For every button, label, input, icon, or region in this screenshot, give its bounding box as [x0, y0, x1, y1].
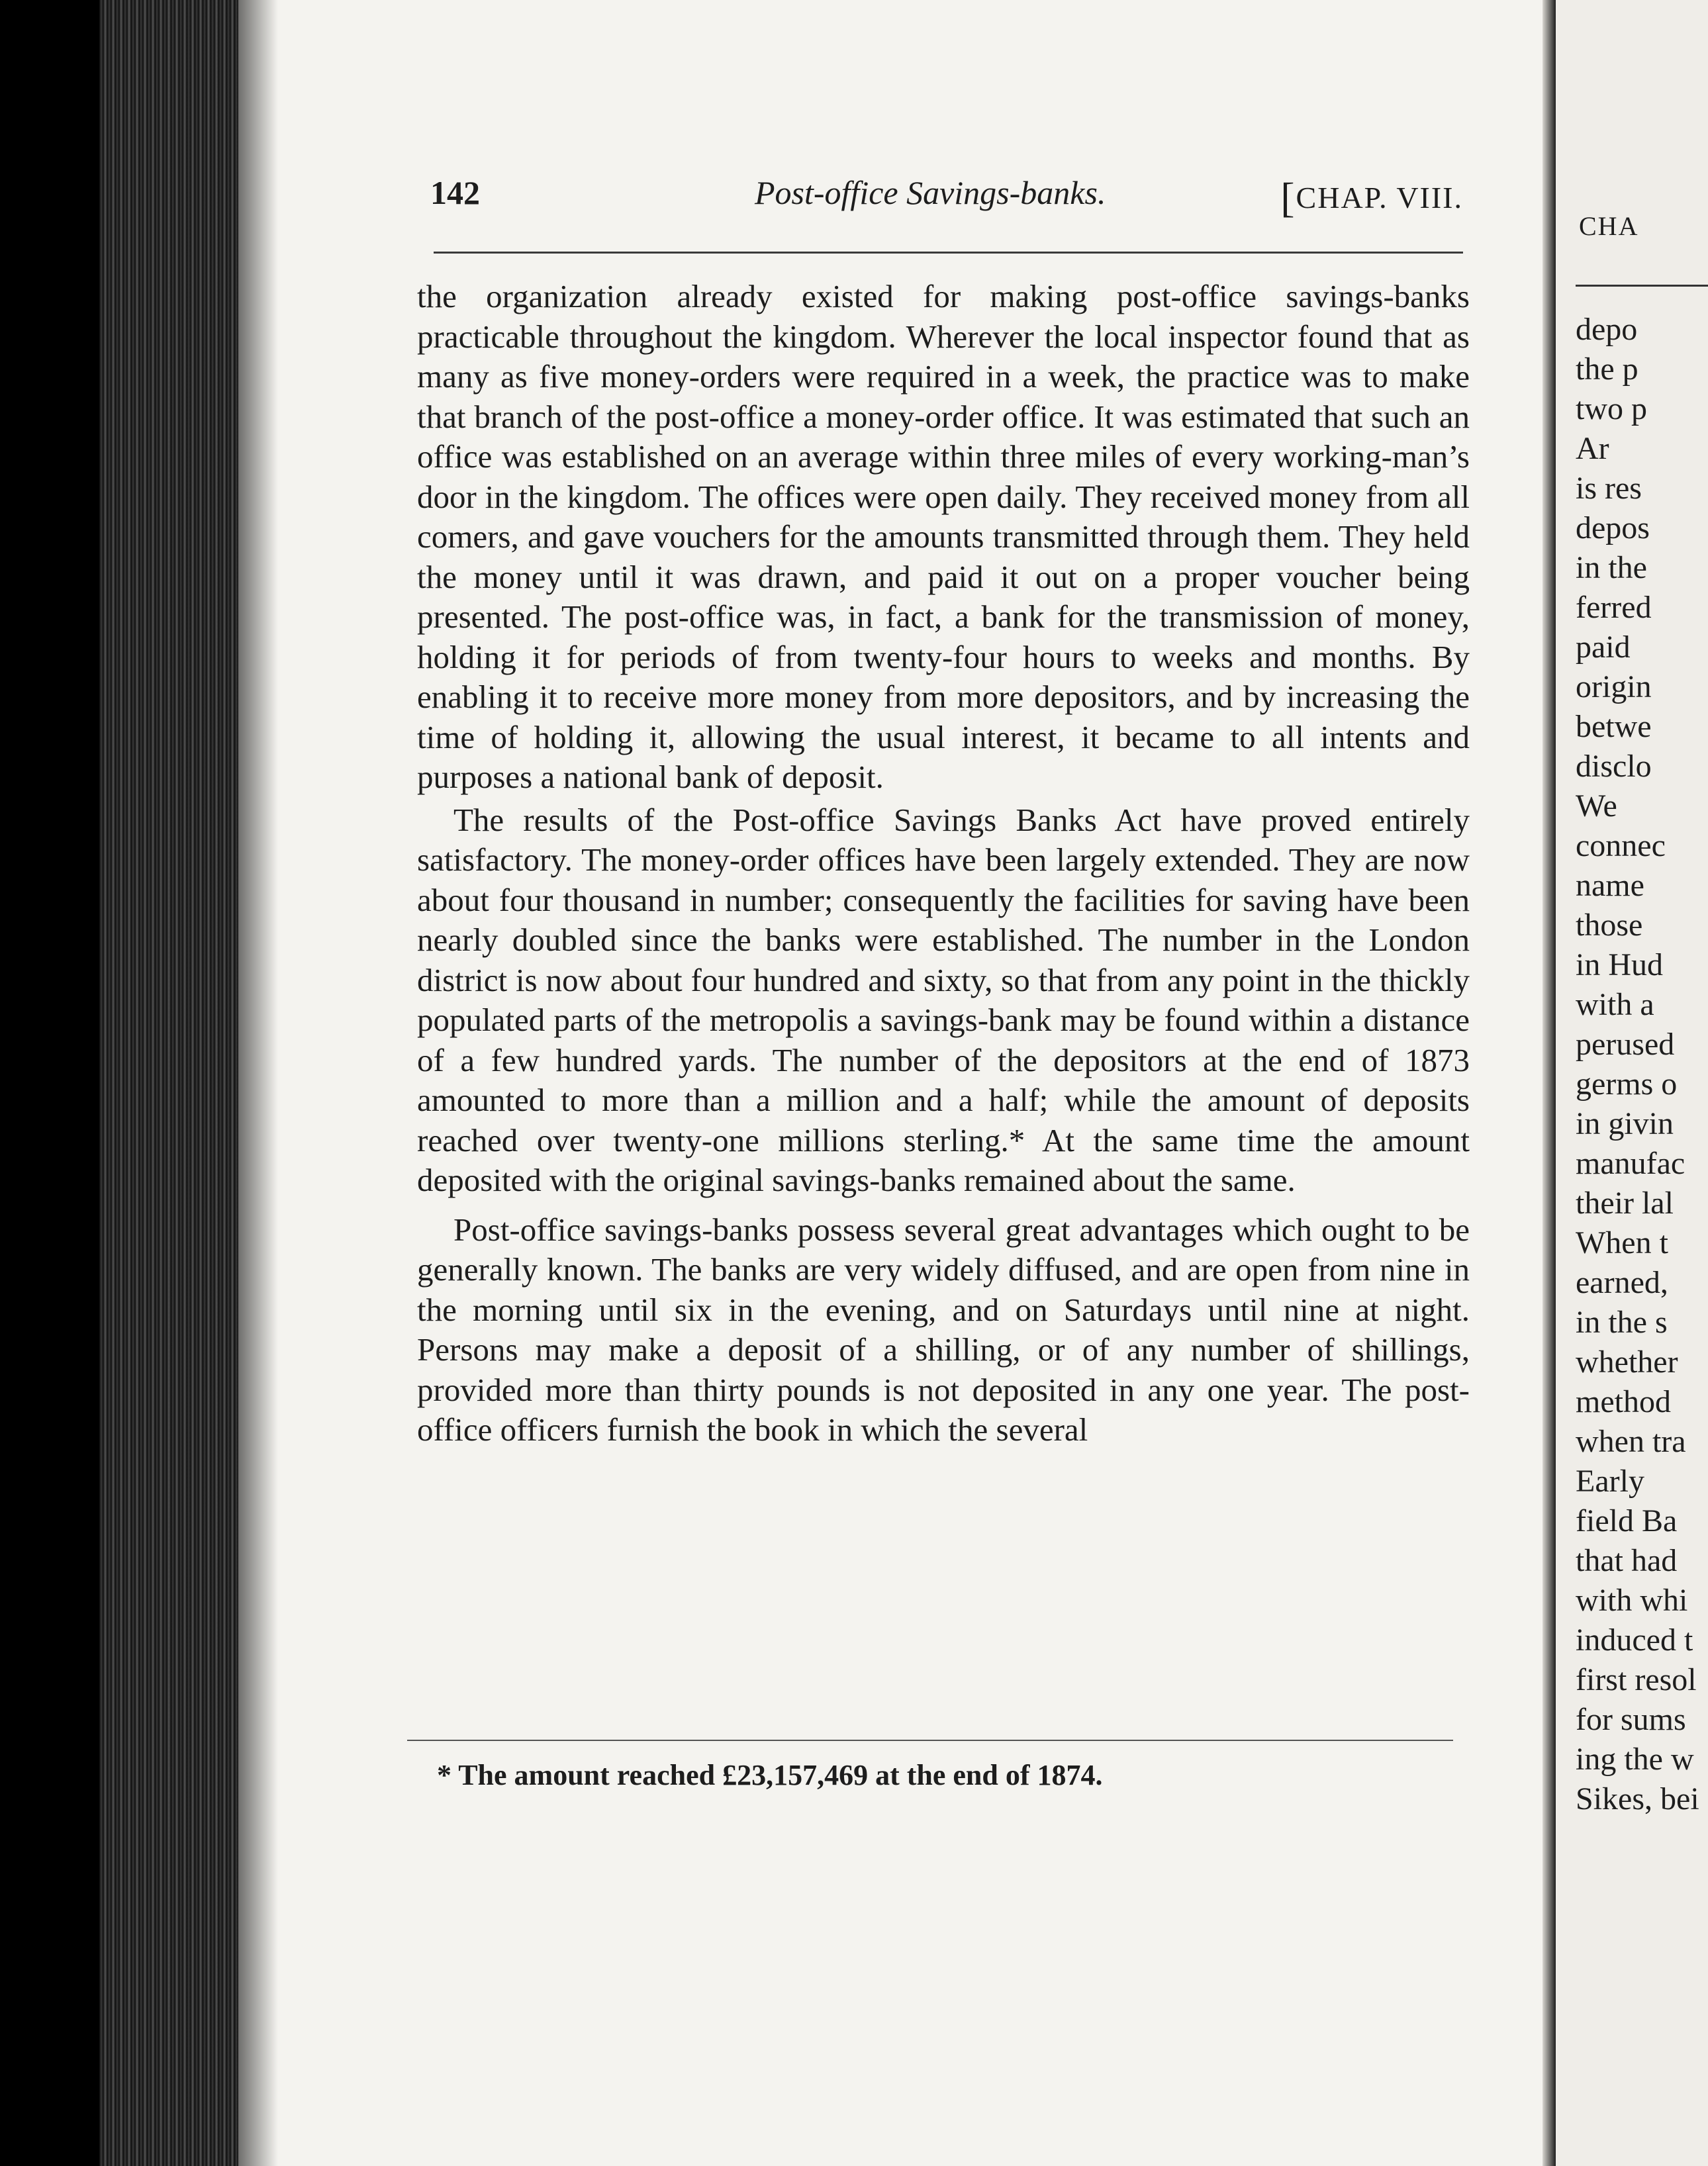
facing-page-line: the p: [1576, 352, 1638, 387]
facing-page-line: depos: [1576, 510, 1650, 545]
facing-page: [1556, 0, 1708, 2166]
facing-page-line: We: [1576, 788, 1617, 824]
chapter-label: [1280, 173, 1463, 222]
facing-page-line: whether: [1576, 1344, 1678, 1380]
facing-page-line: Ar: [1576, 431, 1609, 466]
facing-page-line: betwe: [1576, 709, 1652, 744]
facing-page-line: induced t: [1576, 1623, 1693, 1658]
facing-page-line: when tra: [1576, 1424, 1686, 1459]
facing-page-line: paid: [1576, 630, 1631, 665]
facing-page-line: is res: [1576, 471, 1642, 506]
facing-page-line: name: [1576, 868, 1644, 903]
facing-page-line: ing the w: [1576, 1742, 1694, 1777]
facing-page-line: with a: [1576, 987, 1654, 1022]
chapter-bracket: [: [1280, 174, 1296, 221]
facing-page-line: manufac: [1576, 1146, 1685, 1181]
facing-page-line: two p: [1576, 391, 1647, 426]
footnote-rule: [407, 1740, 1453, 1741]
facing-page-line: disclo: [1576, 749, 1652, 784]
facing-page-line: earned,: [1576, 1265, 1668, 1300]
facing-page-line: first resol: [1576, 1662, 1697, 1697]
header-rule: [434, 252, 1463, 254]
facing-page-line: perused: [1576, 1027, 1675, 1062]
chapter-text: CHAP. VIII.: [1296, 181, 1463, 214]
facing-page-line: depo: [1576, 312, 1638, 347]
facing-page-line: that had: [1576, 1543, 1678, 1578]
facing-page-line: origin: [1576, 669, 1652, 704]
facing-page-line: germs o: [1576, 1066, 1678, 1102]
facing-page-line: ferred: [1576, 590, 1652, 625]
facing-page-rule: [1576, 285, 1708, 287]
facing-page-line: their lal: [1576, 1186, 1674, 1221]
facing-page-text: [1576, 310, 1699, 1819]
facing-page-line: with whi: [1576, 1583, 1688, 1618]
facing-page-line: method: [1576, 1384, 1671, 1419]
book-fore-edge: [99, 0, 245, 2166]
page-header: [430, 173, 1463, 233]
facing-page-line: Sikes, bei: [1576, 1781, 1699, 1816]
facing-page-line: those: [1576, 908, 1643, 943]
facing-page-line: in givin: [1576, 1106, 1674, 1141]
facing-page-line: When t: [1576, 1225, 1668, 1260]
running-title: Post-office Savings-banks.: [755, 174, 1106, 211]
page-edge-shadow: [238, 0, 278, 2166]
facing-page-header: CHA: [1579, 211, 1639, 241]
paragraph: the organization already existed for making post-office savings-banks practicable throughout the kingdom. Wherever the local inspector found that as many as five money-orders were required in a week, the practice was to make that branch of the post-office a money-order office. It was estimated that such an office was established on an average within three miles of every working-man’s door in the kingdom. The offices were open daily. They received money from all comers, and gave vouchers for the amounts transmitted through them. They held the money until it was drawn, and paid it out on a proper voucher being presented. The post-office was, in fact, a bank for the transmission of money, holding it for periods of from twenty-four hours to weeks and months. By enabling it to receive more money from more depositors, and by increasing the time of holding it, allowing the usual interest, it became to all intents and purposes a national bank of deposit.: [417, 278, 1470, 795]
footnote: * The amount reached £23,157,469 at the end of 1874.: [437, 1759, 1103, 1791]
facing-page-line: for sums: [1576, 1702, 1686, 1737]
facing-page-line: in the s: [1576, 1305, 1668, 1340]
body-text: [417, 277, 1470, 1450]
facing-page-line: field Ba: [1576, 1503, 1678, 1538]
paragraph: The results of the Post-office Savings Banks Act have proved entirely satisfactory. The money-order offices have been largely extended. They are now about four thousand in number; consequently the facilities for saving have been nearly doubled since the banks were established. The number in the London district is now about four hundred and sixty, so that from any point in the thickly populated parts of the metropolis a savings-bank may be found within a distance of a few hundred yards. The number of the depositors at the end of 1873 amounted to more than a million and a half; while the amount of deposits reached over twenty-one millions sterling.* At the same time the amount deposited with the original savings-banks remained about the same.: [417, 801, 1470, 1198]
facing-page-line: in Hud: [1576, 947, 1663, 982]
facing-page-line: connec: [1576, 828, 1666, 863]
facing-page-line: in the: [1576, 550, 1647, 585]
page-number: 142: [430, 174, 480, 211]
paragraph: Post-office savings-banks possess several great advantages which ought to be generally known. The banks are very widely diffused, and are open from nine in the morning until six in the evening, and on Saturdays until nine at night. Persons may make a deposit of a shilling, or of any number of shillings, provided more than thirty pounds is not deposited in any one year. The post-office officers furnish the book in which the several: [417, 1211, 1470, 1448]
facing-page-line: Early: [1576, 1464, 1644, 1499]
